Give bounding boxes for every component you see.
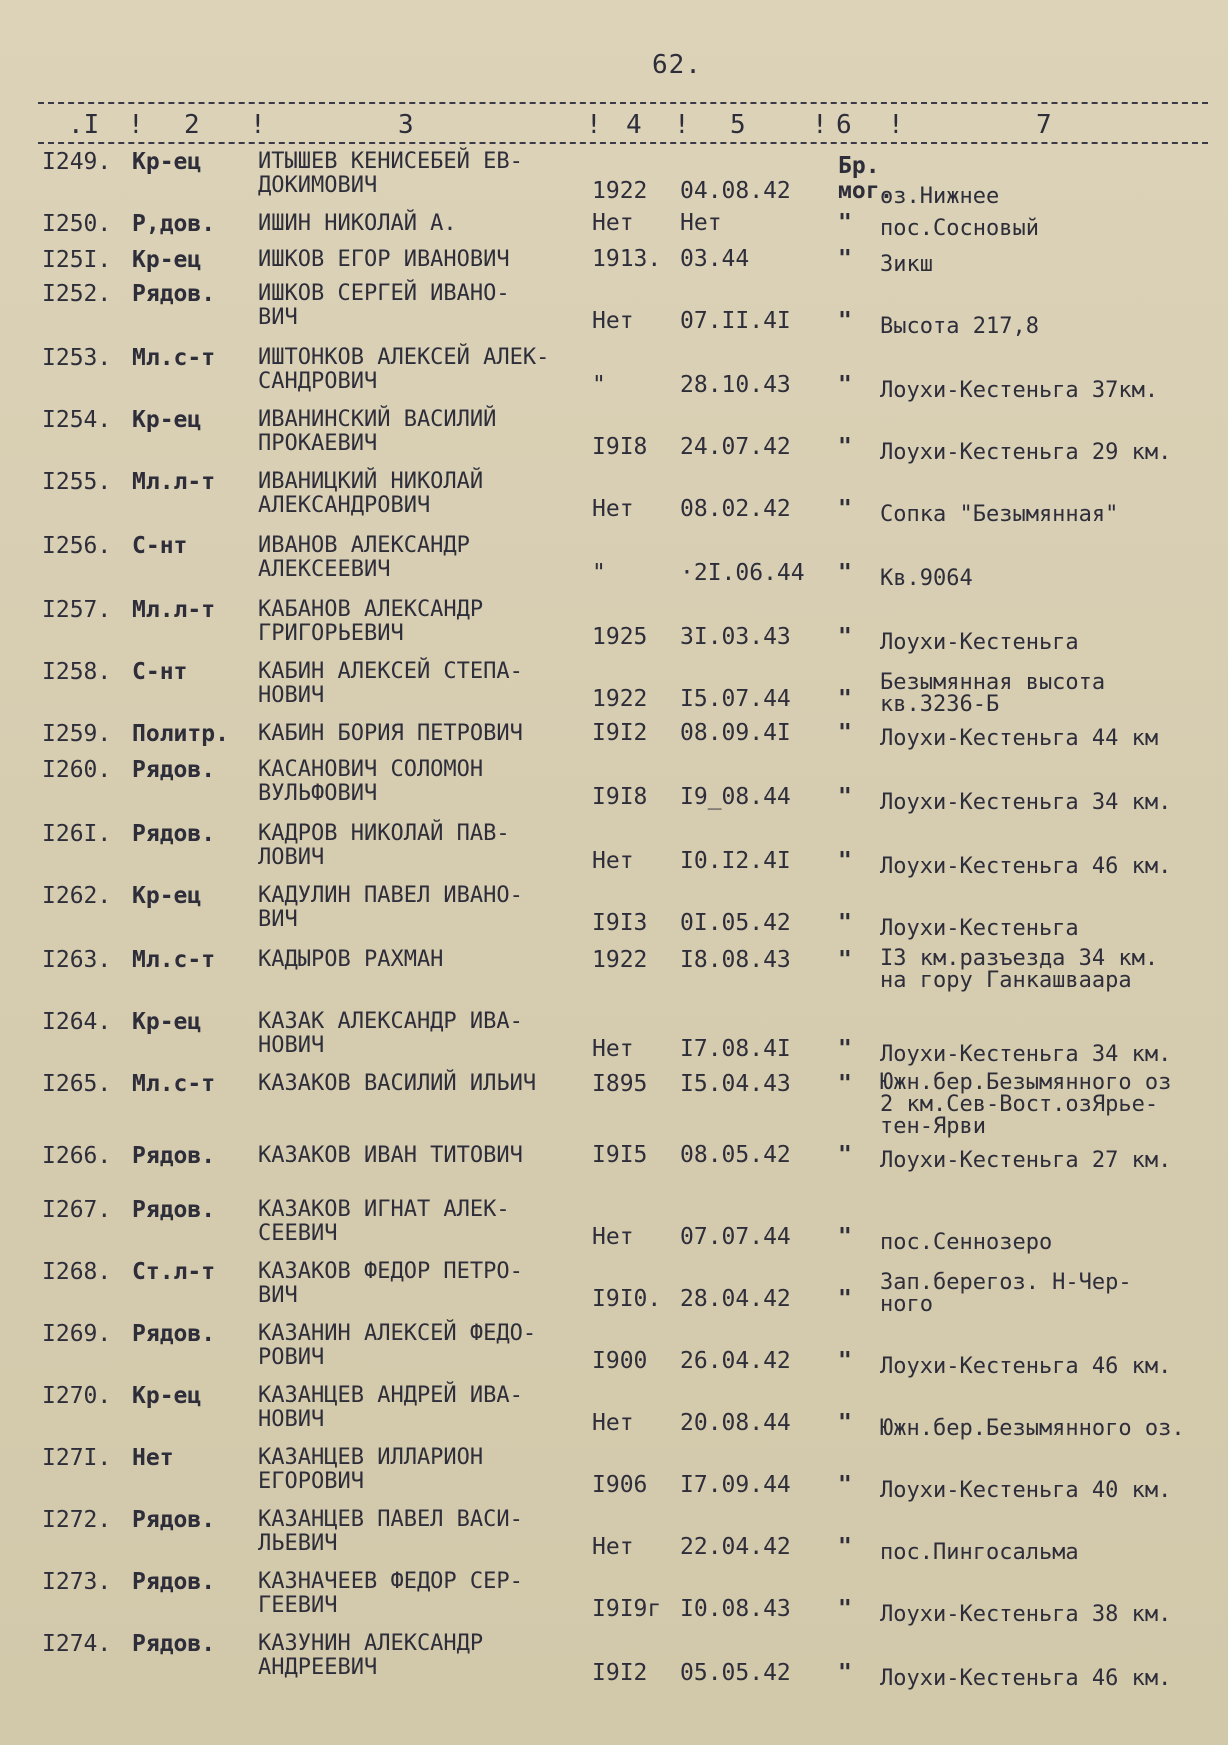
death-date-cell: 24.07.42	[680, 434, 791, 460]
name-cell: КАДУЛИН ПАВЕЛ ИВАНО- ВИЧ	[258, 883, 523, 932]
table-row	[0, 598, 1228, 656]
table-row	[0, 1508, 1228, 1566]
table-row	[0, 470, 1228, 528]
death-date-cell: 05.05.42	[680, 1660, 791, 1686]
birth-year-cell: Нет	[592, 1224, 634, 1250]
birth-year-cell: Нет	[592, 308, 634, 334]
burial-place-cell: Безымянная высота кв.3236-Б	[880, 670, 1106, 717]
birth-year-cell: Нет	[592, 210, 634, 236]
record-number: I265.	[42, 1071, 112, 1097]
name-cell: КАДЫРОВ РАХМАН	[258, 947, 444, 972]
burial-place-cell: Зап.берегоз. Н-Чер- ного	[880, 1270, 1132, 1317]
burial-place-cell: Лоухи-Кестеньга 27 км.	[880, 1148, 1172, 1173]
burial-place-cell: Лоухи-Кестеньга 46 км.	[880, 1666, 1172, 1691]
name-cell: КАЗУНИН АЛЕКСАНДР АНДРЕЕВИЧ	[258, 1631, 484, 1680]
birth-year-cell: Нет	[592, 496, 634, 522]
column-separator: !	[888, 110, 904, 140]
birth-year-cell: I9I5	[592, 1142, 648, 1168]
birth-year-cell: I900	[592, 1348, 648, 1374]
death-date-cell: I5.04.43	[680, 1071, 791, 1097]
burial-mark-cell: "	[838, 910, 852, 936]
burial-mark-cell: "	[838, 1286, 852, 1312]
birth-year-cell: I9I3	[592, 910, 648, 936]
name-cell: КАСАНОВИЧ СОЛОМОН ВУЛЬФОВИЧ	[258, 757, 484, 806]
table-row	[0, 1384, 1228, 1442]
death-date-cell: 22.04.42	[680, 1534, 791, 1560]
death-date-cell: I7.08.4I	[680, 1036, 791, 1062]
burial-place-cell: Лоухи-Кестеньга 34 км.	[880, 1042, 1172, 1067]
rank-cell: Кр-ец	[132, 1009, 202, 1035]
name-cell: КАЗАНЦЕВ ПАВЕЛ ВАСИ- ЛЬЕВИЧ	[258, 1507, 523, 1556]
name-cell: ИШКОВ СЕРГЕЙ ИВАНО- ВИЧ	[258, 281, 510, 330]
table-row	[0, 1570, 1228, 1628]
death-date-cell: I0.I2.4I	[680, 848, 791, 874]
rank-cell: Кр-ец	[132, 1383, 202, 1409]
name-cell: КАБАНОВ АЛЕКСАНДР ГРИГОРЬЕВИЧ	[258, 597, 484, 646]
column-separator: !	[250, 110, 266, 140]
page-number: 62.	[652, 50, 702, 80]
birth-year-cell: "	[592, 372, 606, 398]
burial-place-cell: Лоухи-Кестеньга 37км.	[880, 378, 1159, 403]
record-number: I26I.	[42, 821, 112, 847]
rank-cell: Мл.с-т	[132, 345, 216, 371]
burial-place-cell: пос.Сосновый	[880, 216, 1039, 241]
table-row	[0, 660, 1228, 718]
rank-cell: Кр-ец	[132, 407, 202, 433]
record-number: I258.	[42, 659, 112, 685]
name-cell: КАЗАКОВ ИВАН ТИТОВИЧ	[258, 1143, 523, 1168]
header-bottom-rule	[38, 142, 1208, 144]
rank-cell: Рядов.	[132, 1569, 216, 1595]
rank-cell: Рядов.	[132, 1321, 216, 1347]
table-row	[0, 248, 1228, 278]
burial-mark-cell: "	[838, 624, 852, 650]
birth-year-cell: "	[592, 560, 606, 586]
burial-place-cell: Лоухи-Кестеньга 46 км.	[880, 854, 1172, 879]
rank-cell: Р,дов.	[132, 211, 216, 237]
name-cell: ИШИН НИКОЛАЙ А.	[258, 211, 457, 236]
name-cell: КАЗАКОВ ИГНАТ АЛЕК- СЕЕВИЧ	[258, 1197, 510, 1246]
rank-cell: Кр-ец	[132, 149, 202, 175]
table-row	[0, 346, 1228, 404]
death-date-cell: 0I.05.42	[680, 910, 791, 936]
table-row	[0, 408, 1228, 466]
death-date-cell: 3I.03.43	[680, 624, 791, 650]
burial-mark-cell: "	[838, 686, 852, 712]
record-number: I249.	[42, 149, 112, 175]
name-cell: КАДРОВ НИКОЛАЙ ПАВ- ЛОВИЧ	[258, 821, 510, 870]
header-top-rule	[38, 102, 1208, 104]
column-header-1: .I	[68, 110, 100, 140]
column-header-7: 7	[1036, 110, 1052, 140]
burial-mark-cell: "	[838, 210, 852, 236]
death-date-cell: 26.04.42	[680, 1348, 791, 1374]
burial-mark-cell: "	[838, 1071, 852, 1097]
death-date-cell: Нет	[680, 210, 722, 236]
record-number: I264.	[42, 1009, 112, 1035]
rank-cell: Рядов.	[132, 1507, 216, 1533]
rank-cell: Кр-ец	[132, 247, 202, 273]
burial-place-cell: Лоухи-Кестеньга	[880, 916, 1079, 941]
burial-place-cell: Лоухи-Кестеньга 29 км.	[880, 440, 1172, 465]
burial-place-cell: Лоухи-Кестеньга 34 км.	[880, 790, 1172, 815]
birth-year-cell: Нет	[592, 1036, 634, 1062]
table-row	[0, 1072, 1228, 1142]
burial-mark-cell: "	[838, 1142, 852, 1168]
column-header-2: 2	[184, 110, 200, 140]
birth-year-cell: I9I0.	[592, 1286, 662, 1312]
death-date-cell: I8.08.43	[680, 947, 791, 973]
burial-place-cell: Лоухи-Кестеньга 38 км.	[880, 1602, 1172, 1627]
burial-place-cell: Лоухи-Кестеньга 46 км.	[880, 1354, 1172, 1379]
burial-mark-cell: "	[838, 1410, 852, 1436]
column-header-6: 6	[836, 110, 852, 140]
burial-mark-cell: "	[838, 848, 852, 874]
record-number: I269.	[42, 1321, 112, 1347]
record-number: I255.	[42, 469, 112, 495]
burial-mark-cell: "	[838, 1224, 852, 1250]
birth-year-cell: I9I2	[592, 1660, 648, 1686]
name-cell: КАЗАК АЛЕКСАНДР ИВА- НОВИЧ	[258, 1009, 523, 1058]
table-row	[0, 212, 1228, 242]
birth-year-cell: 1922	[592, 178, 648, 204]
death-date-cell: 07.II.4I	[680, 308, 791, 334]
column-header-5: 5	[730, 110, 746, 140]
record-number: I250.	[42, 211, 112, 237]
table-row	[0, 534, 1228, 592]
name-cell: КАЗАНИН АЛЕКСЕЙ ФЕДО- РОВИЧ	[258, 1321, 537, 1370]
rank-cell: Ст.л-т	[132, 1259, 216, 1285]
name-cell: КАЗАНЦЕВ АНДРЕЙ ИВА- НОВИЧ	[258, 1383, 523, 1432]
rank-cell: Рядов.	[132, 281, 216, 307]
death-date-cell: 04.08.42	[680, 178, 791, 204]
table-row	[0, 150, 1228, 210]
table-row	[0, 758, 1228, 816]
column-separator: !	[586, 110, 602, 140]
record-number: I25I.	[42, 247, 112, 273]
burial-mark-cell: "	[838, 1534, 852, 1560]
death-date-cell: ·2I.06.44	[680, 560, 805, 586]
table-row	[0, 722, 1228, 752]
death-date-cell: 08.02.42	[680, 496, 791, 522]
burial-mark-cell: "	[838, 1036, 852, 1062]
burial-place-cell: Южн.бер.Безымянного оз.	[880, 1416, 1185, 1441]
burial-mark-cell: "	[838, 434, 852, 460]
burial-place-cell: Кв.9064	[880, 566, 973, 591]
record-number: I252.	[42, 281, 112, 307]
rank-cell: Рядов.	[132, 1197, 216, 1223]
birth-year-cell: I9I2	[592, 720, 648, 746]
table-row	[0, 1632, 1228, 1692]
death-date-cell: I0.08.43	[680, 1596, 791, 1622]
rank-cell: С-нт	[132, 533, 188, 559]
birth-year-cell: 1922	[592, 947, 648, 973]
birth-year-cell: Нет	[592, 1410, 634, 1436]
birth-year-cell: I9I9г	[592, 1596, 662, 1622]
table-row	[0, 1198, 1228, 1256]
record-number: I262.	[42, 883, 112, 909]
table-row	[0, 884, 1228, 942]
name-cell: ИШТОНКОВ АЛЕКСЕЙ АЛЕК- САНДРОВИЧ	[258, 345, 550, 394]
table-row	[0, 822, 1228, 880]
death-date-cell: 03.44	[680, 246, 750, 272]
burial-place-cell: пос.Пингосальма	[880, 1540, 1079, 1565]
burial-place-cell: Южн.бер.Безымянного оз 2 км.Сев-Вост.озЯрье- тен-Ярви	[880, 1070, 1172, 1139]
table-row	[0, 282, 1228, 340]
name-cell: ИТЫШЕВ КЕНИСЕБЕЙ ЕВ- ДОКИМОВИЧ	[258, 149, 523, 198]
column-separator: !	[812, 110, 828, 140]
name-cell: КАБИН БОРИЯ ПЕТРОВИЧ	[258, 721, 523, 746]
column-separator: !	[674, 110, 690, 140]
birth-year-cell: I906	[592, 1472, 648, 1498]
name-cell: ИВАНИНСКИЙ ВАСИЛИЙ ПРОКАЕВИЧ	[258, 407, 497, 456]
rank-cell: Мл.л-т	[132, 597, 216, 623]
rank-cell: Мл.с-т	[132, 1071, 216, 1097]
record-number: I253.	[42, 345, 112, 371]
rank-cell: Кр-ец	[132, 883, 202, 909]
burial-mark-cell: "	[838, 1596, 852, 1622]
table-row	[0, 1010, 1228, 1068]
rank-cell: Нет	[132, 1445, 174, 1471]
burial-mark-cell: "	[838, 308, 852, 334]
birth-year-cell: I895	[592, 1071, 648, 1097]
table-row	[0, 1322, 1228, 1380]
name-cell: КАБИН АЛЕКСЕЙ СТЕПА- НОВИЧ	[258, 659, 523, 708]
record-number: I27I.	[42, 1445, 112, 1471]
burial-place-cell: I3 км.разъезда 34 км. на гору Ганкашваара	[880, 946, 1159, 993]
rank-cell: Мл.л-т	[132, 469, 216, 495]
burial-place-cell: Лоухи-Кестеньга	[880, 630, 1079, 655]
burial-place-cell: пос.Сеннозеро	[880, 1230, 1053, 1255]
rank-cell: Рядов.	[132, 1143, 216, 1169]
burial-place-cell: Зикш	[880, 252, 933, 277]
record-number: I260.	[42, 757, 112, 783]
record-number: I254.	[42, 407, 112, 433]
table-row	[0, 1144, 1228, 1174]
burial-mark-cell: "	[838, 947, 852, 973]
burial-mark-cell: "	[838, 1660, 852, 1686]
record-number: I267.	[42, 1197, 112, 1223]
column-header-4: 4	[626, 110, 642, 140]
record-number: I268.	[42, 1259, 112, 1285]
burial-mark-cell: "	[838, 560, 852, 586]
column-separator: !	[128, 110, 144, 140]
rank-cell: Мл.с-т	[132, 947, 216, 973]
name-cell: ИШКОВ ЕГОР ИВАНОВИЧ	[258, 247, 510, 272]
birth-year-cell: I9I8	[592, 784, 648, 810]
record-number: I263.	[42, 947, 112, 973]
table-row	[0, 948, 1228, 1006]
rank-cell: Политр.	[132, 721, 229, 747]
record-number: I270.	[42, 1383, 112, 1409]
birth-year-cell: Нет	[592, 848, 634, 874]
death-date-cell: I9_08.44	[680, 784, 791, 810]
name-cell: КАЗАКОВ ВАСИЛИЙ ИЛЬИЧ	[258, 1071, 537, 1096]
burial-place-cell: Лоухи-Кестеньга 40 км.	[880, 1478, 1172, 1503]
birth-year-cell: 1922	[592, 686, 648, 712]
burial-mark-cell: Бр. мог.	[838, 153, 894, 204]
burial-mark-cell: "	[838, 720, 852, 746]
name-cell: КАЗАНЦЕВ ИЛЛАРИОН ЕГОРОВИЧ	[258, 1445, 484, 1494]
record-number: I274.	[42, 1631, 112, 1657]
rank-cell: Рядов.	[132, 1631, 216, 1657]
birth-year-cell: 1925	[592, 624, 648, 650]
name-cell: ИВАНИЦКИЙ НИКОЛАЙ АЛЕКСАНДРОВИЧ	[258, 469, 484, 518]
death-date-cell: 28.10.43	[680, 372, 791, 398]
burial-mark-cell: "	[838, 1348, 852, 1374]
record-number: I256.	[42, 533, 112, 559]
rank-cell: Рядов.	[132, 757, 216, 783]
table-row	[0, 1260, 1228, 1318]
burial-place-cell: Высота 217,8	[880, 314, 1039, 339]
death-date-cell: 08.09.4I	[680, 720, 791, 746]
burial-place-cell: Лоухи-Кестеньга 44 км	[880, 726, 1159, 751]
name-cell: КАЗНАЧЕЕВ ФЕДОР СЕР- ГЕЕВИЧ	[258, 1569, 523, 1618]
name-cell: КАЗАКОВ ФЕДОР ПЕТРО- ВИЧ	[258, 1259, 523, 1308]
record-number: I266.	[42, 1143, 112, 1169]
table-row	[0, 1446, 1228, 1504]
record-number: I259.	[42, 721, 112, 747]
burial-mark-cell: "	[838, 246, 852, 272]
rank-cell: Рядов.	[132, 821, 216, 847]
death-date-cell: I5.07.44	[680, 686, 791, 712]
rank-cell: С-нт	[132, 659, 188, 685]
burial-mark-cell: "	[838, 784, 852, 810]
column-header-3: 3	[398, 110, 414, 140]
burial-place-cell: Сопка "Безымянная"	[880, 502, 1119, 527]
death-date-cell: I7.09.44	[680, 1472, 791, 1498]
death-date-cell: 07.07.44	[680, 1224, 791, 1250]
name-cell: ИВАНОВ АЛЕКСАНДР АЛЕКСЕЕВИЧ	[258, 533, 470, 582]
burial-place-cell: оз.Нижнее	[880, 184, 1000, 209]
death-date-cell: 28.04.42	[680, 1286, 791, 1312]
record-number: I257.	[42, 597, 112, 623]
death-date-cell: 20.08.44	[680, 1410, 791, 1436]
record-number: I272.	[42, 1507, 112, 1533]
death-date-cell: 08.05.42	[680, 1142, 791, 1168]
burial-mark-cell: "	[838, 1472, 852, 1498]
birth-year-cell: I9I8	[592, 434, 648, 460]
birth-year-cell: 1913.	[592, 246, 662, 272]
burial-mark-cell: "	[838, 372, 852, 398]
record-number: I273.	[42, 1569, 112, 1595]
burial-mark-cell: "	[838, 496, 852, 522]
birth-year-cell: Нет	[592, 1534, 634, 1560]
